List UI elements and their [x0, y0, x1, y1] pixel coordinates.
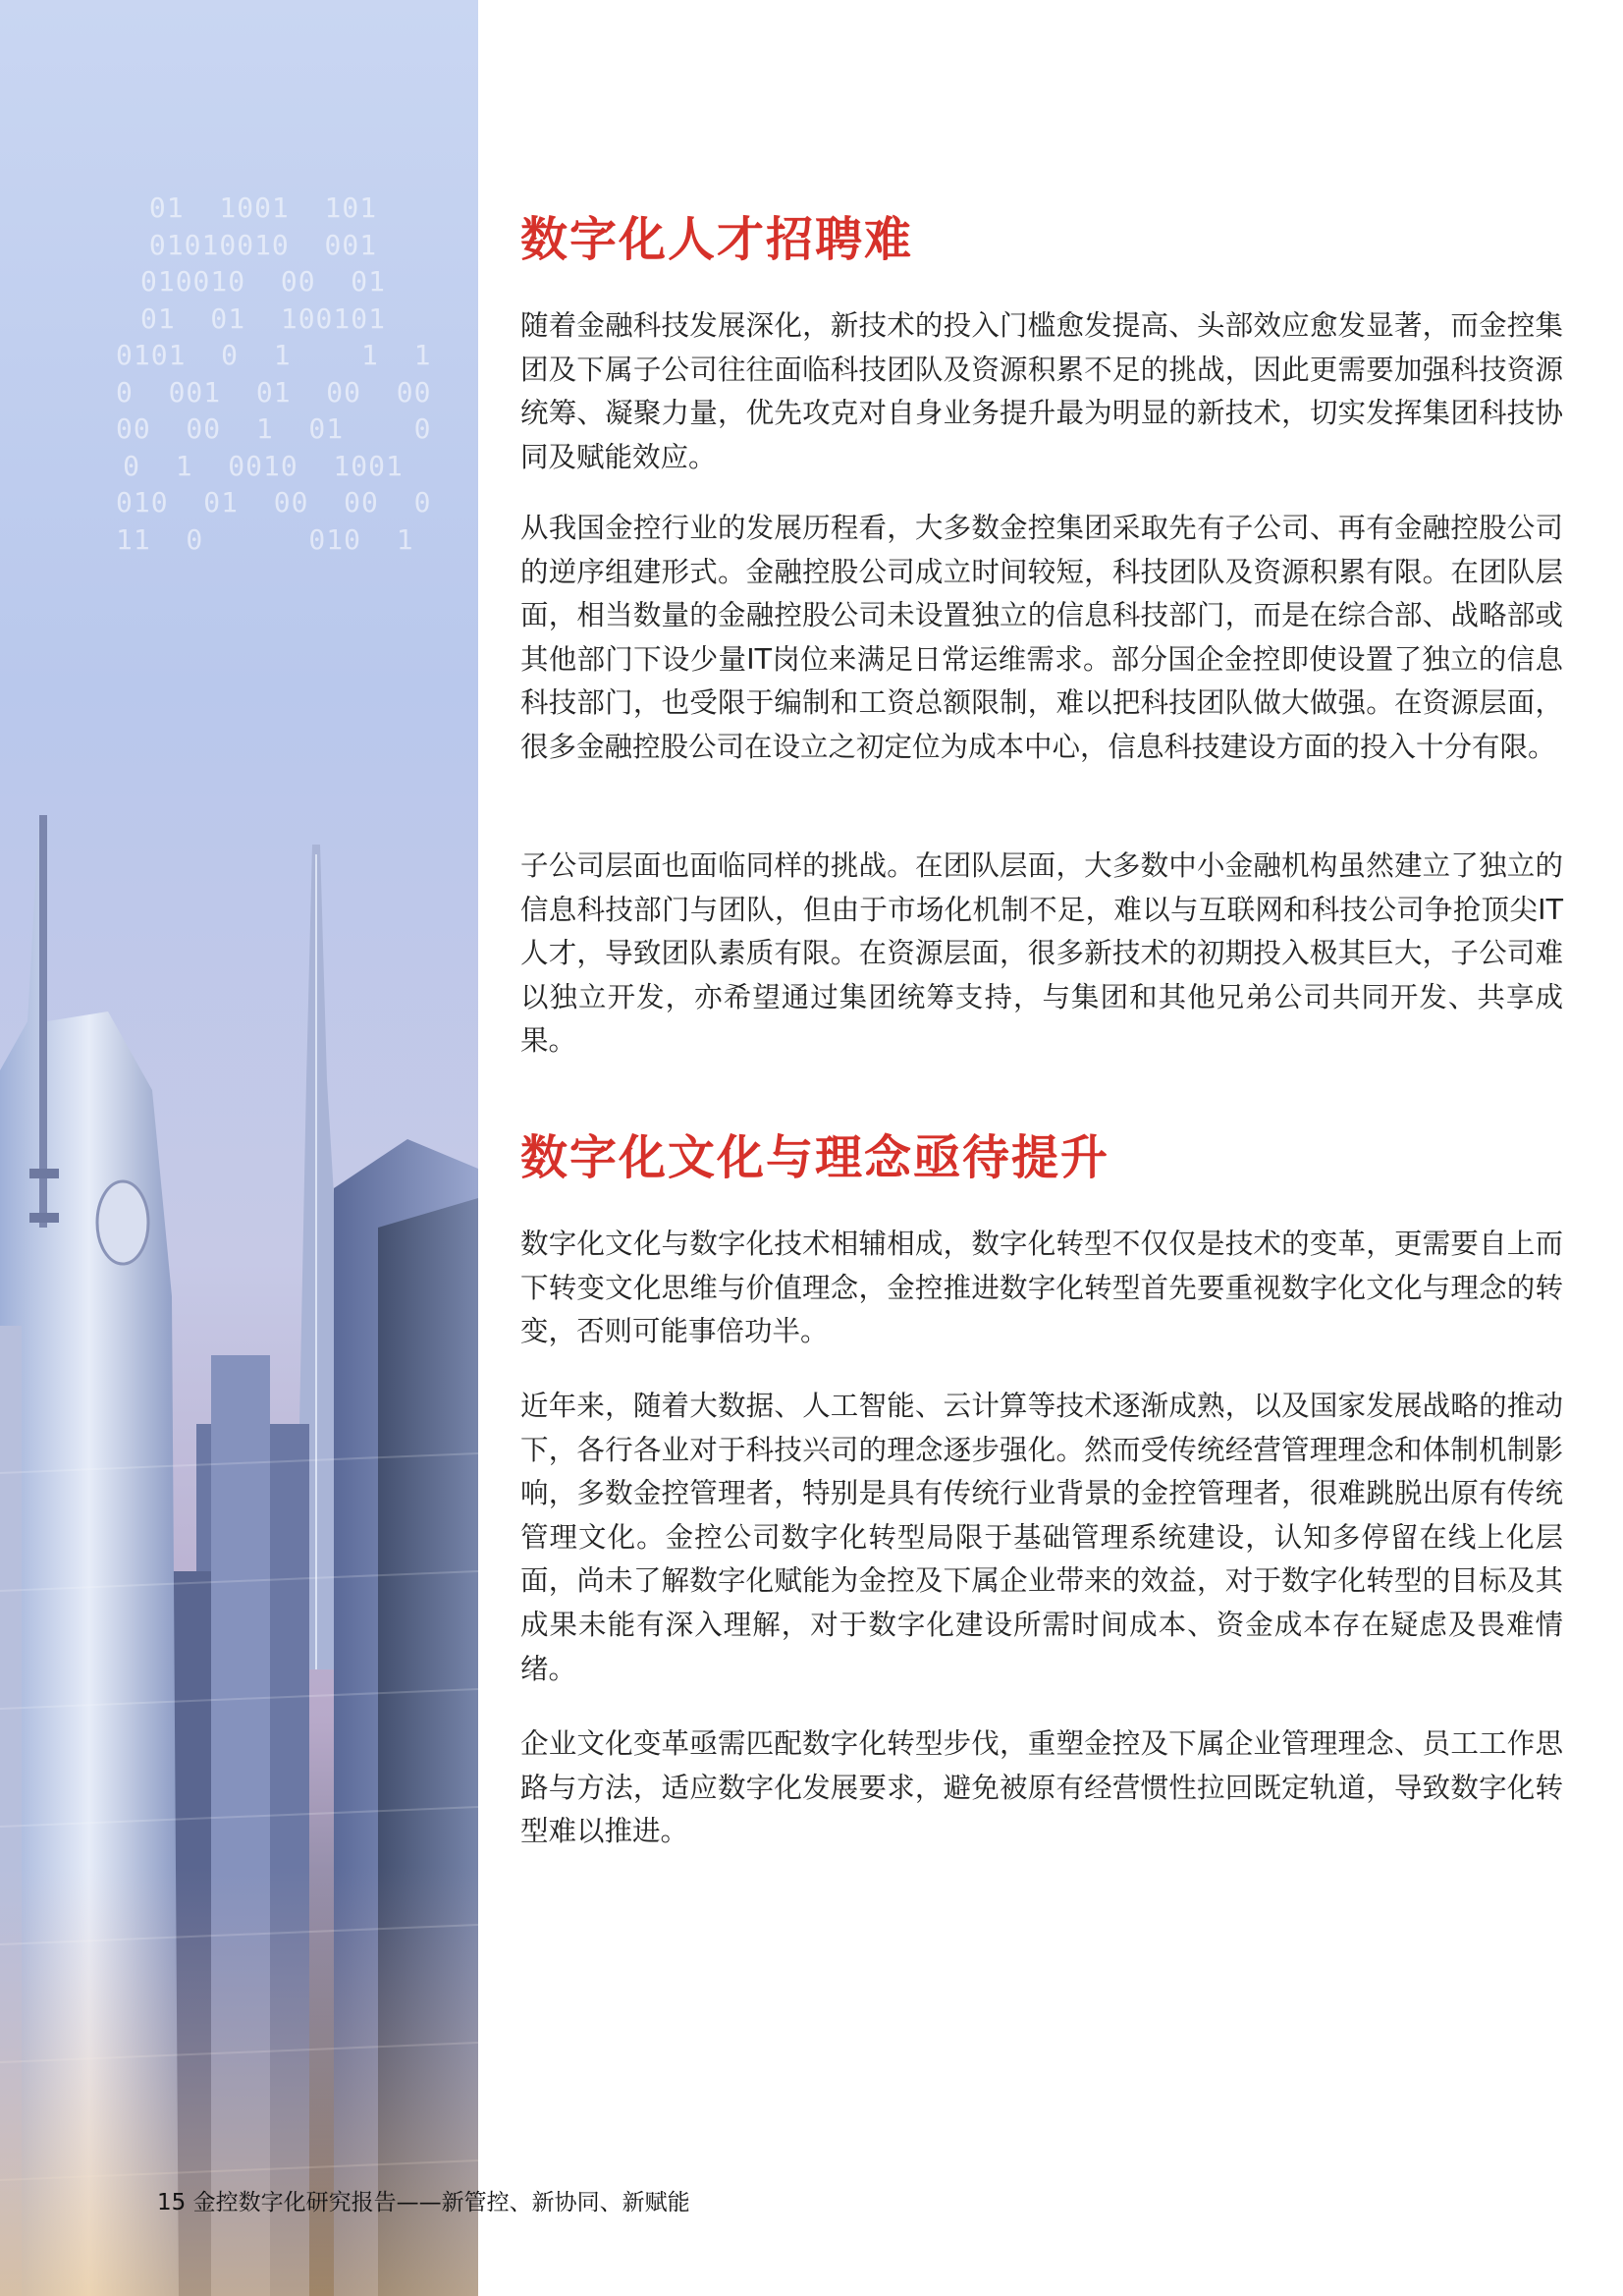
section-title-culture: 数字化文化与理念亟待提升 — [520, 1130, 1110, 1185]
paragraph: 子公司层面也面临同样的挑战。在团队层面，大多数中小金融机构虽然建立了独立的信息科技部门与团队，但由于市场化机制不足，难以与互联网和科技公司争抢顶尖IT人才，导致团队素质有限。在资源层面，很多新技术的初期投入极其巨大，子公司难以独立开发，亦希望通过集团统筹支持，与集团和其他兄弟公司共同开发、共享成果。 — [520, 849, 1563, 1058]
paragraph: 随着金融科技发展深化，新技术的投入门槛愈发提高、头部效应愈发显著，而金控集团及下属子公司往往面临科技团队及资源积累不足的挑战，因此更需要加强科技资源统筹、凝聚力量，优先攻克对自身业务提升最为明显的新技术，切实发挥集团科技协同及赋能效应。 — [520, 309, 1563, 473]
paragraph: 近年来，随着大数据、人工智能、云计算等技术逐渐成熟，以及国家发展战略的推动下，各行各业对于科技兴司的理念逐步强化。然而受传统经营管理理念和体制机制影响，多数金控管理者，特别是具有传统行业背景的金控管理者，很难跳脱出原有传统管理文化。金控公司数字化转型局限于基础管理系统建设，认知多停留在线上化层面，尚未了解数字化赋能为金控及下属企业带来的效益，对于数字化转型的目标及其成果未能有深入理解，对于数字化建设所需时间成本、资金成本存在疑虑及畏难情绪。 — [520, 1390, 1563, 1685]
section-title-talent: 数字化人才招聘难 — [520, 212, 914, 267]
cityscape-photo — [0, 0, 478, 2296]
paragraph: 数字化文化与数字化技术相辅相成，数字化转型不仅仅是技术的变革，更需要自上而下转变文化思维与价值理念，金控推进数字化转型首先要重视数字化文化与理念的转变，否则可能事倍功半。 — [520, 1228, 1563, 1348]
binary-overlay: 01 1001 101 01010010 001 010010 00 01 01 01 100101 0101 0 1 1 1 0 001 01 00 00 00 00 1 01 0 0 1 0010 1001 010 01 00 00 0 11 0 010 1 — [116, 191, 432, 556]
paragraph: 从我国金控行业的发展历程看，大多数金控集团采取先有子公司、再有金融控股公司的逆序组建形式。金融控股公司成立时间较短，科技团队及资源积累有限。在团队层面，相当数量的金融控股公司未设置独立的信息科技部门，而是在综合部、战略部或其他部门下设少量IT岗位来满足日常运维需求。部分国企金控即使设置了独立的信息科技部门，也受限于编制和工资总额限制，难以把科技团队做大做强。在资源层面，很多金融控股公司在设立之初定位为成本中心，信息科技建设方面的投入十分有限。 — [520, 512, 1563, 763]
paragraph: 企业文化变革亟需匹配数字化转型步伐，重塑金控及下属企业管理理念、员工工作思路与方法，适应数字化发展要求，避免被原有经营惯性拉回既定轨道，导致数字化转型难以推进。 — [520, 1727, 1563, 1848]
page-footer: 15 金控数字化研究报告——新管控、新协同、新赋能 — [157, 2190, 690, 2215]
